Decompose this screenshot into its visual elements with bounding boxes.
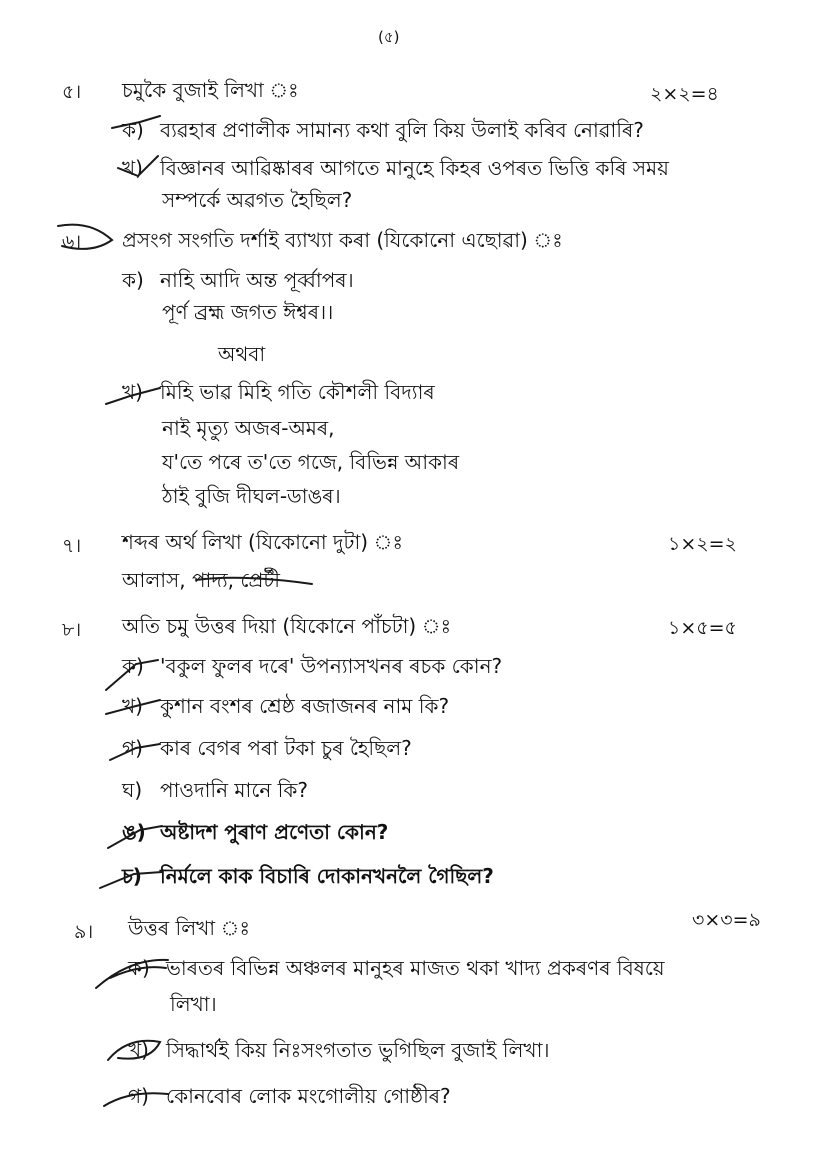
q8-item-a-label: ক) bbox=[122, 654, 144, 678]
q5-item-a-text: ব্যৱহাৰ প্ৰণালীক সামান্য কথা বুলি কিয় উলাই কৰিব নোৱাৰি? bbox=[160, 118, 644, 142]
q7-number: ৭। bbox=[62, 535, 82, 557]
q5-item-b-text-2: সম্পৰ্কে অৱগত হৈছিল? bbox=[162, 188, 353, 212]
q9-item-a-line-2: লিখা। bbox=[170, 992, 217, 1016]
q5-item-b-label: খ) bbox=[122, 156, 143, 180]
q5-item-a-label: ক) bbox=[122, 118, 144, 142]
q9-item-c bbox=[128, 1082, 451, 1115]
q5-item-a bbox=[122, 116, 644, 149]
q6-item-a-line-1: নাহি আদি অন্ত পূৰ্ব্বাপৰ। bbox=[160, 268, 354, 292]
q6-item-b-line-2: নাই মৃত্যু অজৰ-অমৰ, bbox=[162, 416, 335, 440]
q9-item-b-text: সিদ্ধাৰ্থই কিয় নিঃসংগতাত ভুগিছিল বুজাই লিখা। bbox=[166, 1038, 550, 1062]
q5-item-b-text-1: বিজ্ঞানৰ আৱিষ্কাৰৰ আগতে মানুহে কিহৰ ওপৰত ভিত্তি কৰি সময় bbox=[160, 156, 669, 180]
page-number: (৫) bbox=[378, 28, 400, 46]
q6-item-b-line-3: য'তে পৰে ত'তে গজে, বিভিন্ন আকাৰ bbox=[162, 450, 460, 474]
q6-or-text: অথবা bbox=[218, 342, 266, 366]
q7-words: আলাস, পাদ্য, প্ৰেৰ্টী bbox=[122, 568, 281, 592]
q8-title: অতি চমু উত্তৰ দিয়া (যিকোনে পাঁচটা) ঃ bbox=[122, 614, 452, 638]
q8-item-d-text: পাওদানি মানে কি? bbox=[160, 778, 308, 802]
q9-item-a bbox=[128, 954, 665, 987]
q8-item-c-label: গ) bbox=[122, 736, 143, 760]
q8-item-f-text: নিৰ্মলে কাক বিচাৰি দোকানখনলৈ গৈছিল? bbox=[160, 864, 494, 888]
q6-item-a-label: ক) bbox=[122, 268, 144, 292]
q9-item-b bbox=[128, 1036, 550, 1069]
q6-item-b bbox=[122, 378, 435, 411]
q9-item-c-label: গ) bbox=[128, 1084, 149, 1108]
q9-item-b-label: খ) bbox=[128, 1038, 149, 1062]
q6-number: ৬। bbox=[62, 231, 82, 253]
q8-item-c bbox=[122, 734, 412, 767]
q6-title: প্ৰসংগ সংগতি দৰ্শাই ব্যাখ্যা কৰা (যিকোনো এছোৱা) ঃ bbox=[122, 228, 563, 252]
q5-marks: ২×২=৪ bbox=[650, 83, 719, 105]
q8-item-b-text: কুশান বংশৰ শ্ৰেষ্ঠ ৰজাজনৰ নাম কি? bbox=[160, 694, 450, 718]
q6-item-b-label: খ) bbox=[122, 380, 143, 404]
q5-title: চমুকৈ বুজাই লিখা ঃ bbox=[122, 78, 299, 102]
q9-number: ৯। bbox=[74, 921, 94, 943]
q8-item-c-text: কাৰ বেগৰ পৰা টকা চুৰ হৈছিল? bbox=[160, 736, 412, 760]
q6-item-a bbox=[122, 266, 354, 299]
q8-number: ৮। bbox=[62, 619, 82, 641]
q6-item-a-line-2: পূৰ্ণ ব্ৰহ্ম জগত ঈশ্বৰ।। bbox=[162, 300, 334, 324]
q8-marks: ১×৫=৫ bbox=[668, 617, 737, 639]
q8-item-a-text: 'বকুল ফুলৰ দৰে' উপন্যাসখনৰ ৰচক কোন? bbox=[160, 654, 503, 678]
q9-item-a-label: ক) bbox=[128, 956, 150, 980]
q8-item-e bbox=[122, 818, 388, 851]
q6-item-b-line-1: মিহি ভাৱ মিহি গতি কৌশলী বিদ্যাৰ bbox=[160, 380, 435, 404]
q8-item-b bbox=[122, 692, 449, 725]
q8-item-a bbox=[122, 652, 502, 685]
q7-title: শব্দৰ অৰ্থ লিখা (যিকোনো দুটা) ঃ bbox=[122, 530, 403, 554]
q7-marks: ১×২=২ bbox=[668, 533, 737, 555]
q9-title: উত্তৰ লিখা ঃ bbox=[128, 916, 250, 940]
q5-item-b bbox=[122, 154, 669, 187]
q9-item-a-line-1: ভাৰতৰ বিভিন্ন অঞ্চলৰ মানুহৰ মাজত থকা খাদ্য প্ৰকৰণৰ বিষয়ে bbox=[166, 956, 665, 980]
q8-item-d bbox=[122, 776, 308, 809]
q8-item-f bbox=[122, 862, 494, 895]
q9-marks: ৩×৩=৯ bbox=[692, 909, 761, 931]
q6-item-b-line-4: ঠাই বুজি দীঘল-ডাঙৰ। bbox=[162, 484, 341, 508]
q8-item-e-label: ঙ) bbox=[122, 820, 146, 844]
q8-item-d-label: ঘ) bbox=[122, 778, 143, 802]
q8-item-b-label: খ) bbox=[122, 694, 143, 718]
q9-item-c-text: কোনবোৰ লোক মংগোলীয় গোষ্ঠীৰ? bbox=[166, 1084, 451, 1108]
q8-item-f-label: চ) bbox=[122, 864, 142, 888]
q8-item-e-text: অষ্টাদশ পুৰাণ প্ৰণেতা কোন? bbox=[160, 820, 389, 844]
q5-number: ৫। bbox=[62, 81, 82, 103]
